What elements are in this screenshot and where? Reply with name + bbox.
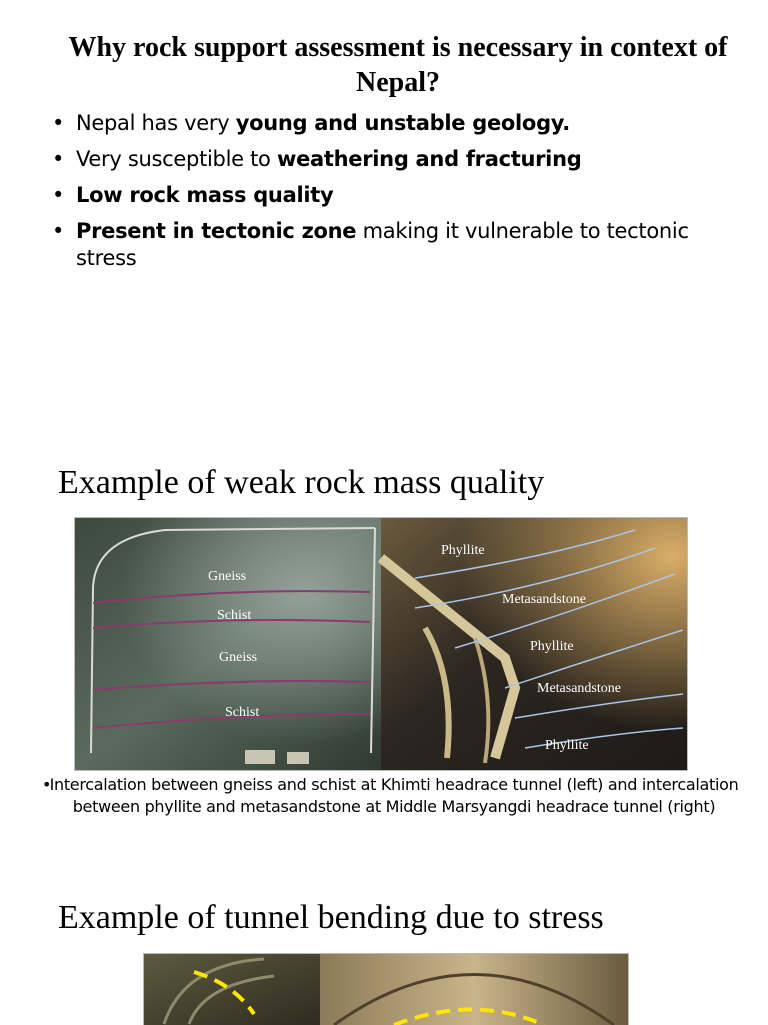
bullet-dot: • xyxy=(52,147,65,171)
layer-label: Schist xyxy=(217,608,252,623)
layer-label: Phyllite xyxy=(545,738,589,753)
bullet-item: • Low rock mass quality xyxy=(52,183,334,207)
bullet-list xyxy=(52,110,742,281)
layer-label: Metasandstone xyxy=(537,681,621,696)
section-heading-weak-rock: Example of weak rock mass quality xyxy=(58,464,545,501)
layer-label: Metasandstone xyxy=(502,592,586,607)
slide-title: Why rock support assessment is necessary in context of Nepal? xyxy=(68,32,728,98)
bullet-dot: • xyxy=(52,219,65,243)
bullet-dot: • xyxy=(52,111,65,135)
layer-label: Schist xyxy=(225,705,260,720)
layer-label: Gneiss xyxy=(219,650,258,665)
bullet-item: • Very susceptible to weathering and fracturing xyxy=(52,147,582,171)
layer-label: Gneiss xyxy=(208,569,247,584)
tunnel-bending-photo xyxy=(143,953,629,1025)
rock-mass-photo xyxy=(74,517,688,771)
section-heading-tunnel-bending: Example of tunnel bending due to stress xyxy=(58,899,604,936)
layer-label: Phyllite xyxy=(530,639,574,654)
photo-caption: • Intercalation between gneiss and schist at Khimti headrace tunnel (left) and intercalation between phyllite and metasandstone at Middle Marsyangdi headrace tunnel (right) xyxy=(42,775,739,816)
bullet-dot: • xyxy=(42,775,52,794)
layer-label: Phyllite xyxy=(441,543,485,558)
bullet-item: • Present in tectonic zone making it vulnerable to tectonic stress xyxy=(52,219,689,270)
bullet-item: • Nepal has very young and unstable geology. xyxy=(52,111,570,135)
bullet-dot: • xyxy=(52,183,65,207)
